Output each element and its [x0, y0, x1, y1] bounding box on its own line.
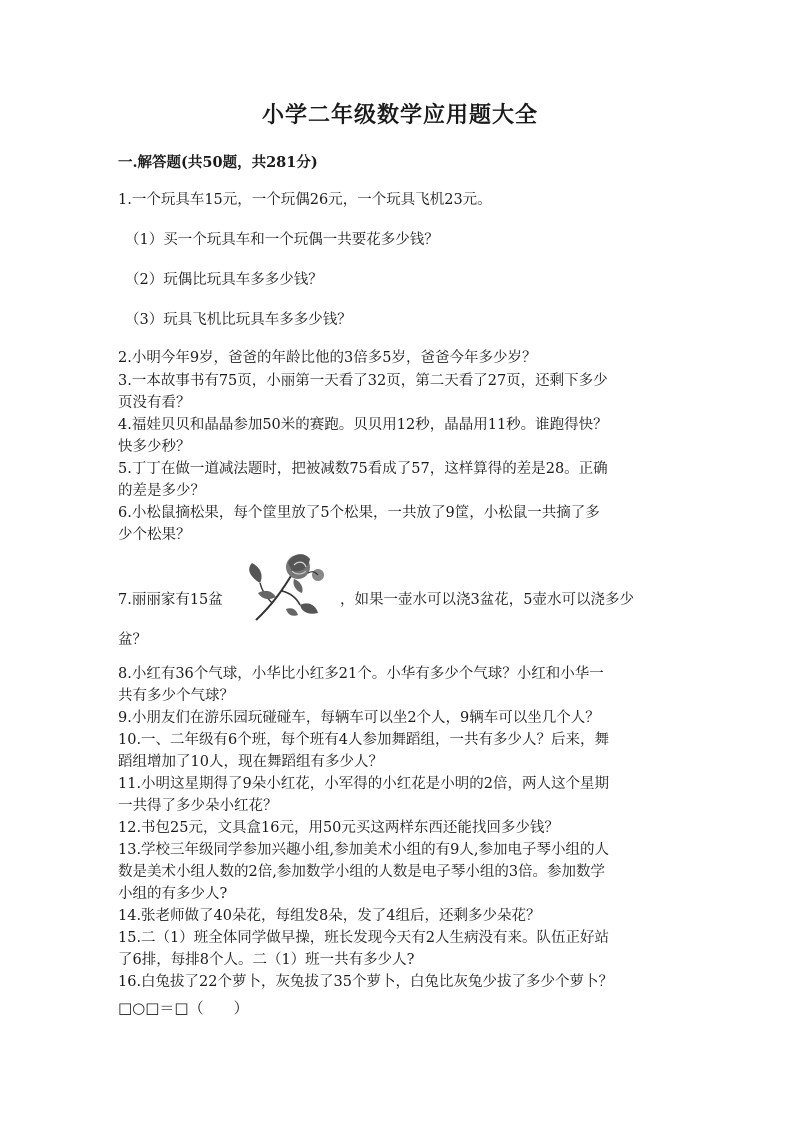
answer-formula-blank: □○□＝□（ ）: [118, 999, 249, 1017]
question-1-part-3: （3）玩具飞机比玩具车多多少钱？: [125, 312, 352, 328]
question-4-line-1: 4.福娃贝贝和晶晶参加50米的赛跑。贝贝用12秒，晶晶用11秒。谁跑得快？: [118, 417, 608, 433]
question-2: 2.小明今年9岁，爸爸的年龄比他的3倍多5岁，爸爸今年多少岁？: [118, 350, 537, 366]
question-15-line-2: 了6排，每排8个人。二（1）班一共有多少人?: [118, 952, 415, 968]
question-1-part-1: （1）买一个玩具车和一个玩偶一共要花多少钱？: [125, 232, 439, 248]
section-heading: 一.解答题(共50题，共281分): [118, 154, 318, 171]
question-6-line-1: 6.小松鼠摘松果，每个筐里放了5个松果，一共放了9筐，小松鼠一共摘了多: [118, 505, 600, 521]
question-13-line-3: 小组的有多少人?: [118, 886, 228, 902]
question-15-line-1: 15.二（1）班全体同学做早操，班长发现今天有2人生病没有来。队伍正好站: [118, 930, 610, 946]
question-13-line-2: 数是美术小组人数的2倍,参加数学小组的人数是电子琴小组的3倍。参加数学: [118, 864, 606, 880]
question-8-line-1: 8.小红有36个气球，小华比小红多21个。小华有多少个气球？小红和小华一: [118, 666, 604, 682]
question-11-line-2: 一共得了多少朵小红花？: [118, 798, 278, 814]
question-8-line-2: 共有多少个气球？: [118, 688, 234, 704]
question-13-line-1: 13.学校三年级同学参加兴趣小组,参加美术小组的有9人,参加电子琴小组的人: [118, 842, 610, 858]
question-10-line-2: 蹈组增加了10人，现在舞蹈组有多少人？: [118, 754, 383, 770]
question-1-part-2: （2）玩偶比玩具车多多少钱？: [125, 272, 323, 288]
question-7-line-1a: 7.丽丽家有15盆: [118, 592, 223, 608]
question-7-row: [118, 560, 688, 630]
question-6-line-2: 少个松果？: [118, 527, 191, 543]
question-9: 9.小朋友们在游乐园玩碰碰车，每辆车可以坐2个人，9辆车可以坐几个人？: [118, 710, 600, 726]
question-11-line-1: 11.小明这星期得了9朵小红花，小军得的小红花是小明的2倍，两人这个星期: [118, 776, 610, 792]
question-7-line-2: 盆？: [118, 632, 147, 648]
question-12: 12.书包25元，文具盒16元，用50元买这两样东西还能找回多少钱？: [118, 820, 559, 836]
question-5-line-2: 的差是多少？: [118, 483, 205, 499]
question-3-line-2: 页没有看？: [118, 395, 191, 411]
question-7-line-1b: ，如果一壶水可以浇3盆花，5壶水可以浇多少: [340, 592, 634, 608]
flower-sketch-icon: [242, 547, 334, 623]
question-14: 14.张老师做了40朵花，每组发8朵，发了4组后，还剩多少朵花？: [118, 908, 541, 924]
page-title: 小学二年级数学应用题大全: [261, 102, 538, 128]
question-5-line-1: 5.丁丁在做一道减法题时，把被减数75看成了57，这样算得的差是28。正确: [118, 461, 608, 477]
question-1: 1.一个玩具车15元，一个玩偶26元，一个玩具飞机23元。: [118, 192, 492, 208]
question-3-line-1: 3.一本故事书有75页，小丽第一天看了32页，第二天看了27页，还剩下多少: [118, 373, 608, 389]
question-10-line-1: 10.一、二年级有6个班，每个班有4人参加舞蹈组，一共有多少人？后来，舞: [118, 732, 610, 748]
question-16: 16.白兔拔了22个萝卜，灰兔拔了35个萝卜，白兔比灰兔少拔了多少个萝卜？: [118, 974, 613, 990]
question-4-line-2: 快多少秒？: [118, 439, 191, 455]
